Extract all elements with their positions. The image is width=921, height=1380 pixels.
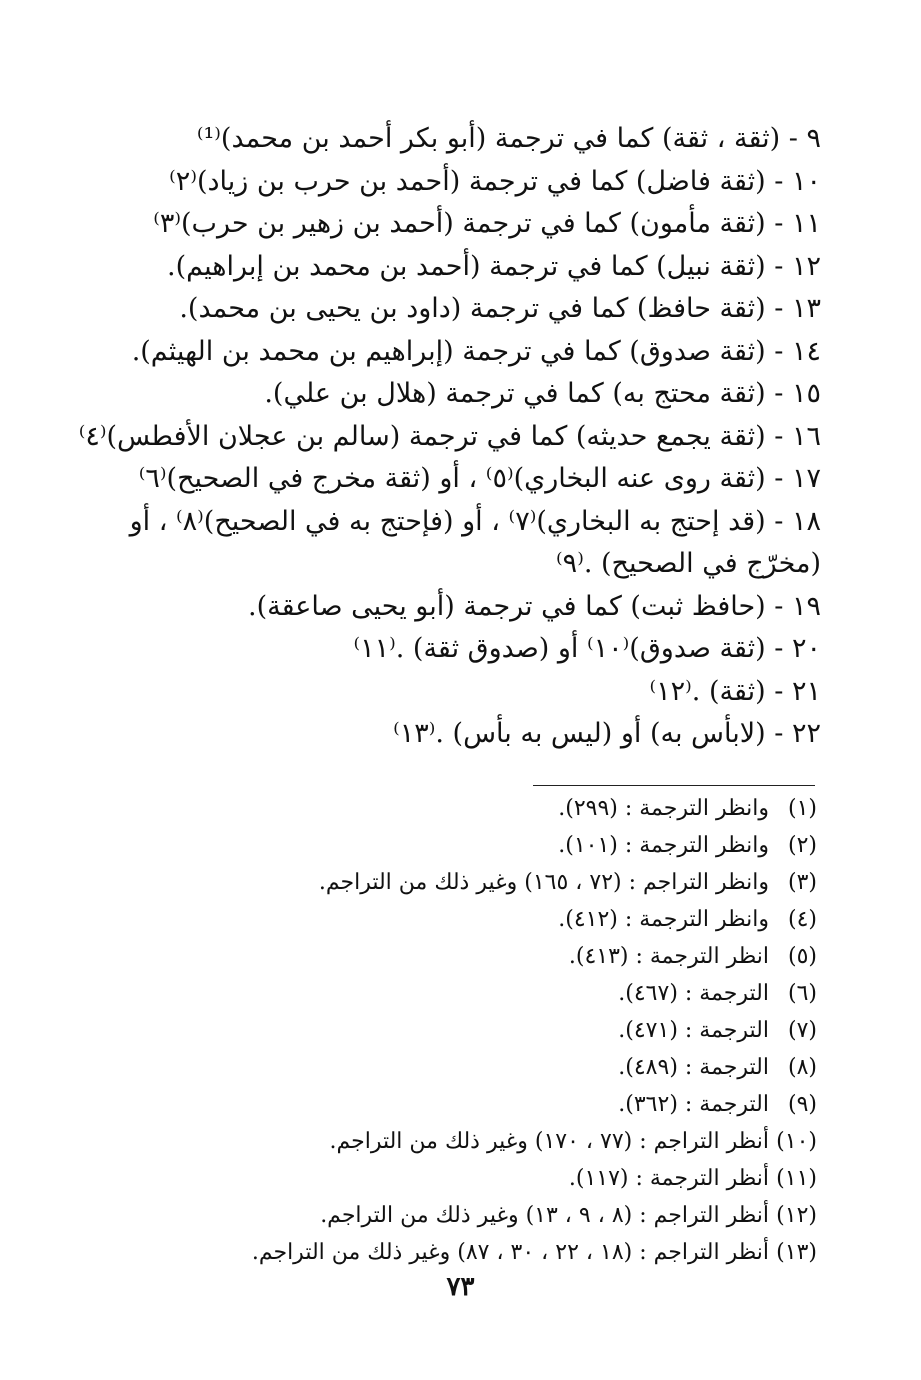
footnote-text: وانظر الترجمة : (٤١٢).	[558, 907, 769, 932]
entry-11: ١١ - (ثقة مأمون) كما في ترجمة (أحمد بن زهير بن حرب)⁽٣⁾	[153, 208, 821, 239]
entry-12: ١٢ - (ثقة نبيل) كما في ترجمة (أحمد بن محمد بن إبراهيم).	[166, 250, 821, 282]
entry-9: ٩ - (ثقة ، ثقة) كما في ترجمة (أبو بكر أحمد بن محمد)⁽¹⁾	[196, 123, 821, 154]
footnote-2	[117, 827, 817, 864]
page-number: ٧٣	[446, 1272, 475, 1302]
footnote-text: أنظر التراجم : (٧٧ ، ١٧٠) وغير ذلك من التراجم.	[329, 1129, 769, 1154]
footnote-number: (١٣)	[776, 1240, 817, 1265]
footnote-6	[117, 975, 817, 1012]
entry-22: ٢٢ - (لابأس به) أو (ليس به بأس) .⁽١٣⁾	[393, 718, 821, 749]
footnote-text: أنظر التراجم : (١٨ ، ٢٢ ، ٣٠ ، ٨٧) وغير ذلك من التراجم.	[251, 1240, 769, 1265]
entry-15: ١٥ - (ثقة محتج به) كما في ترجمة (هلال بن علي).	[264, 378, 821, 409]
footnote-text: أنظر التراجم : (٨ ، ٩ ، ١٣) وغير ذلك من التراجم.	[320, 1203, 769, 1228]
footnote-4	[117, 901, 817, 938]
footnote-12	[117, 1197, 817, 1234]
footnote-number: (١٠)	[776, 1129, 817, 1154]
footnote-number: (١)	[787, 796, 817, 821]
footnote-number: (٥)	[787, 944, 817, 969]
entry-21: ٢١ - (ثقة) .⁽١٢⁾	[649, 675, 821, 707]
footnote-3	[117, 864, 817, 901]
footnote-8	[117, 1049, 817, 1086]
footnotes	[117, 790, 817, 1271]
footnote-number: (٧)	[787, 1018, 817, 1043]
entry-18: ١٨ - (قد إحتج به البخاري)⁽٧⁾ ، أو (فإحتج به في الصحيح)⁽٨⁾ ، أو (مخرّج في الصحيح) .⁽٩⁾	[129, 505, 821, 579]
footnote-1	[117, 790, 817, 827]
main-text	[78, 118, 821, 756]
footnote-text: الترجمة : (٤٨٩).	[618, 1055, 769, 1080]
footnote-number: (٦)	[787, 981, 817, 1006]
footnote-7	[117, 1012, 817, 1049]
footnote-divider	[533, 785, 815, 786]
footnote-text: وانظر التراجم : (٧٢ ، ١٦٥) وغير ذلك من التراجم.	[318, 870, 769, 895]
footnote-number: (٤)	[787, 907, 817, 932]
footnote-5	[117, 938, 817, 975]
footnote-13	[117, 1234, 817, 1271]
footnote-10	[117, 1123, 817, 1160]
footnote-number: (٨)	[787, 1055, 817, 1080]
footnote-9	[117, 1086, 817, 1123]
entry-10: ١٠ - (ثقة فاضل) كما في ترجمة (أحمد بن حرب بن زياد)⁽٢⁾	[169, 165, 821, 197]
footnote-number: (٩)	[787, 1092, 817, 1117]
entry-20: ٢٠ - (ثقة صدوق)⁽١٠⁾ أو (صدوق ثقة) .⁽١١⁾	[353, 633, 821, 664]
footnote-text: الترجمة : (٤٦٧).	[618, 981, 769, 1006]
entry-14: ١٤ - (ثقة صدوق) كما في ترجمة (إبراهيم بن محمد بن الهيثم).	[131, 335, 821, 367]
footnote-text: وانظر الترجمة : (١٠١).	[558, 833, 769, 858]
footnote-text: الترجمة : (٣٦٢).	[618, 1092, 769, 1117]
entry-13: ١٣ - (ثقة حافظ) كما في ترجمة (داود بن يحيى بن محمد).	[179, 293, 821, 324]
footnote-text: وانظر الترجمة : (٢٩٩).	[558, 796, 769, 821]
footnote-text: الترجمة : (٤٧١).	[618, 1018, 769, 1043]
footnote-text: انظر الترجمة : (٤١٣).	[568, 944, 769, 969]
footnote-number: (٢)	[787, 833, 817, 858]
footnote-number: (٣)	[787, 870, 817, 895]
footnote-text: أنظر الترجمة : (١١٧).	[568, 1166, 769, 1191]
entry-16: ١٦ - (ثقة يجمع حديثه) كما في ترجمة (سالم بن عجلان الأفطس)⁽٤⁾	[78, 420, 821, 452]
footnote-number: (١١)	[776, 1166, 817, 1191]
entry-17: ١٧ - (ثقة روى عنه البخاري)⁽٥⁾ ، أو (ثقة مخرج في الصحيح)⁽٦⁾	[138, 463, 821, 494]
entry-19: ١٩ - (حافظ ثبت) كما في ترجمة (أبو يحيى صاعقة).	[248, 590, 821, 622]
footnote-11	[117, 1160, 817, 1197]
footnote-number: (١٢)	[776, 1203, 817, 1228]
